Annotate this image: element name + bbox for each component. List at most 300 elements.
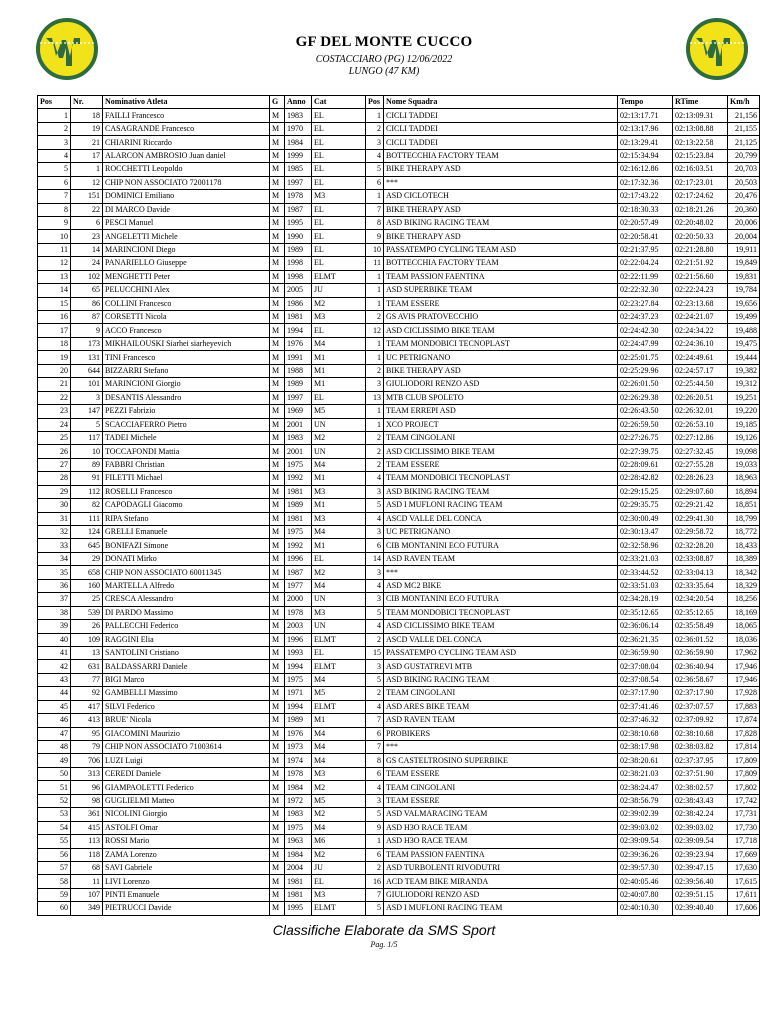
cell-time: 02:37:46.32	[618, 714, 673, 727]
cell-gender: M	[270, 445, 285, 458]
cell-time: 02:13:17.96	[618, 122, 673, 135]
table-row	[38, 499, 760, 512]
cell-rtime: 02:39:40.40	[673, 902, 728, 915]
cell-category-pos: 1	[366, 351, 384, 364]
cell-year: 1994	[285, 324, 312, 337]
cell-year: 2001	[285, 445, 312, 458]
cell-rtime: 02:27:12.86	[673, 431, 728, 444]
cell-time: 02:28:09.61	[618, 458, 673, 471]
cell-rtime: 02:13:09.31	[673, 109, 728, 122]
cell-athlete: DOMINICI Emiliano	[103, 190, 270, 203]
cell-gender: M	[270, 136, 285, 149]
col-header-category-pos: Pos	[366, 96, 384, 109]
cell-pos: 14	[38, 284, 71, 297]
cell-gender: M	[270, 257, 285, 270]
table-row	[38, 593, 760, 606]
cell-speed: 19,382	[728, 364, 760, 377]
cell-athlete: FILETTI Michael	[103, 472, 270, 485]
cell-category: M1	[312, 499, 366, 512]
table-row	[38, 835, 760, 848]
cell-athlete: CHIP NON ASSOCIATO 60011345	[103, 566, 270, 579]
cell-pos: 10	[38, 230, 71, 243]
cell-rtime: 02:21:56.60	[673, 270, 728, 283]
cell-pos: 26	[38, 445, 71, 458]
cell-athlete: PIETRUCCI Davide	[103, 902, 270, 915]
cell-team: ACD TEAM BIKE MIRANDA	[384, 875, 618, 888]
cell-rtime: 02:39:51.15	[673, 888, 728, 901]
cell-time: 02:39:09.54	[618, 835, 673, 848]
table-row	[38, 284, 760, 297]
cell-nr: 117	[71, 431, 103, 444]
cell-gender: M	[270, 391, 285, 404]
cell-rtime: 02:38:03.82	[673, 741, 728, 754]
cell-category-pos: 4	[366, 149, 384, 162]
cell-athlete: BIGI Marco	[103, 673, 270, 686]
cell-speed: 21,125	[728, 136, 760, 149]
cell-time: 02:39:03.02	[618, 821, 673, 834]
cell-category: M4	[312, 741, 366, 754]
table-row	[38, 620, 760, 633]
cell-team: ***	[384, 741, 618, 754]
cell-nr: 87	[71, 311, 103, 324]
cell-athlete: ZAMA Lorenzo	[103, 848, 270, 861]
table-row	[38, 741, 760, 754]
cell-time: 02:40:10.30	[618, 902, 673, 915]
cell-category-pos: 4	[366, 700, 384, 713]
cell-time: 02:17:32.36	[618, 176, 673, 189]
cell-category: M4	[312, 673, 366, 686]
cell-year: 1996	[285, 633, 312, 646]
cell-category-pos: 5	[366, 808, 384, 821]
cell-nr: 413	[71, 714, 103, 727]
cell-rtime: 02:26:53.10	[673, 418, 728, 431]
cell-nr: 124	[71, 526, 103, 539]
cell-time: 02:33:51.03	[618, 579, 673, 592]
cell-team: TEAM ESSERE	[384, 297, 618, 310]
cell-team: ASD VALMARACING TEAM	[384, 808, 618, 821]
table-row	[38, 136, 760, 149]
cell-category: M4	[312, 458, 366, 471]
cell-year: 1995	[285, 216, 312, 229]
cell-time: 02:38:10.68	[618, 727, 673, 740]
footer-credit: Classifiche Elaborate da SMS Sport	[272, 922, 496, 938]
cell-time: 02:38:56.79	[618, 794, 673, 807]
table-row	[38, 472, 760, 485]
cell-time: 02:29:35.75	[618, 499, 673, 512]
cell-nr: 11	[71, 875, 103, 888]
cell-time: 02:26:29.38	[618, 391, 673, 404]
table-row	[38, 767, 760, 780]
cell-team: ASD CICLISSIMO BIKE TEAM	[384, 445, 618, 458]
cell-gender: M	[270, 835, 285, 848]
cell-time: 02:28:42.82	[618, 472, 673, 485]
cell-rtime: 02:27:32.45	[673, 445, 728, 458]
cell-speed: 19,126	[728, 431, 760, 444]
cell-category: M4	[312, 337, 366, 350]
table-row	[38, 848, 760, 861]
cell-gender: M	[270, 888, 285, 901]
cell-pos: 48	[38, 741, 71, 754]
cell-category-pos: 2	[366, 445, 384, 458]
cell-year: 1988	[285, 364, 312, 377]
cell-speed: 20,703	[728, 163, 760, 176]
cell-nr: 101	[71, 378, 103, 391]
cell-athlete: ROSELLI Francesco	[103, 485, 270, 498]
cell-nr: 21	[71, 136, 103, 149]
cell-gender: M	[270, 754, 285, 767]
cell-speed: 18,389	[728, 552, 760, 565]
cell-nr: 417	[71, 700, 103, 713]
cell-nr: 349	[71, 902, 103, 915]
cell-year: 1981	[285, 512, 312, 525]
cell-rtime: 02:37:17.90	[673, 687, 728, 700]
cell-category-pos: 4	[366, 579, 384, 592]
cell-category-pos: 3	[366, 660, 384, 673]
cell-category: ELMT	[312, 700, 366, 713]
cell-speed: 21,156	[728, 109, 760, 122]
cell-speed: 19,849	[728, 257, 760, 270]
course-name: LUNGO (47 KM)	[348, 66, 420, 77]
cell-speed: 19,911	[728, 243, 760, 256]
cell-time: 02:35:12.65	[618, 606, 673, 619]
cell-speed: 20,006	[728, 216, 760, 229]
cell-category-pos: 6	[366, 767, 384, 780]
cell-team: ASD ARES BIKE TEAM	[384, 700, 618, 713]
cell-team: CICLI TADDEI	[384, 109, 618, 122]
cell-category-pos: 1	[366, 418, 384, 431]
cell-speed: 19,475	[728, 337, 760, 350]
cell-category-pos: 3	[366, 136, 384, 149]
cell-year: 1991	[285, 351, 312, 364]
cell-category-pos: 2	[366, 364, 384, 377]
cell-athlete: TOCCAFONDI Mattia	[103, 445, 270, 458]
table-row	[38, 391, 760, 404]
cell-time: 02:22:11.99	[618, 270, 673, 283]
cell-gender: M	[270, 620, 285, 633]
cell-pos: 47	[38, 727, 71, 740]
cell-gender: M	[270, 848, 285, 861]
cell-category-pos: 1	[366, 337, 384, 350]
cell-time: 02:29:15.25	[618, 485, 673, 498]
cell-year: 1984	[285, 848, 312, 861]
table-row	[38, 579, 760, 592]
cell-time: 02:36:21.35	[618, 633, 673, 646]
cell-category-pos: 2	[366, 122, 384, 135]
cell-rtime: 02:39:09.54	[673, 835, 728, 848]
cell-year: 1981	[285, 875, 312, 888]
cell-time: 02:26:01.50	[618, 378, 673, 391]
cell-speed: 20,503	[728, 176, 760, 189]
cell-year: 1998	[285, 257, 312, 270]
cell-category: M2	[312, 808, 366, 821]
cell-year: 1972	[285, 794, 312, 807]
cell-speed: 18,342	[728, 566, 760, 579]
cell-speed: 17,718	[728, 835, 760, 848]
table-row	[38, 808, 760, 821]
table-row	[38, 445, 760, 458]
cell-gender: M	[270, 337, 285, 350]
cell-nr: 111	[71, 512, 103, 525]
cell-year: 1973	[285, 741, 312, 754]
table-row	[38, 727, 760, 740]
cell-year: 1978	[285, 606, 312, 619]
cell-pos: 46	[38, 714, 71, 727]
table-row	[38, 257, 760, 270]
cell-nr: 9	[71, 324, 103, 337]
cell-team: TEAM MONDOBICI TECNOPLAST	[384, 472, 618, 485]
cell-category: EL	[312, 109, 366, 122]
cell-athlete: MENGHETTI Peter	[103, 270, 270, 283]
cell-speed: 17,802	[728, 781, 760, 794]
cell-nr: 82	[71, 499, 103, 512]
cell-category-pos: 7	[366, 741, 384, 754]
cell-pos: 23	[38, 405, 71, 418]
cell-year: 1975	[285, 458, 312, 471]
cell-athlete: LIVI Lorenzo	[103, 875, 270, 888]
cell-athlete: GUGLIELMI Matteo	[103, 794, 270, 807]
cell-time: 02:27:26.75	[618, 431, 673, 444]
table-row	[38, 714, 760, 727]
cell-team: ***	[384, 566, 618, 579]
cell-pos: 2	[38, 122, 71, 135]
cell-pos: 3	[38, 136, 71, 149]
cell-rtime: 02:26:20.51	[673, 391, 728, 404]
cell-year: 2001	[285, 418, 312, 431]
cell-gender: M	[270, 875, 285, 888]
cell-category: M3	[312, 606, 366, 619]
cell-category-pos: 4	[366, 512, 384, 525]
table-row	[38, 203, 760, 216]
cell-category: M3	[312, 311, 366, 324]
cell-athlete: DESANTIS Alessandro	[103, 391, 270, 404]
cell-nr: 645	[71, 539, 103, 552]
cell-team: ASD I MUFLONI RACING TEAM	[384, 499, 618, 512]
cell-team: CICLI TADDEI	[384, 136, 618, 149]
cell-speed: 20,004	[728, 230, 760, 243]
cell-nr: 65	[71, 284, 103, 297]
cell-pos: 19	[38, 351, 71, 364]
cell-gender: M	[270, 203, 285, 216]
cell-gender: M	[270, 243, 285, 256]
cell-nr: 415	[71, 821, 103, 834]
cell-rtime: 02:33:08.87	[673, 552, 728, 565]
cell-nr: 96	[71, 781, 103, 794]
cell-rtime: 02:38:42.24	[673, 808, 728, 821]
cell-category-pos: 1	[366, 835, 384, 848]
cell-gender: M	[270, 606, 285, 619]
cell-pos: 17	[38, 324, 71, 337]
cell-gender: M	[270, 700, 285, 713]
cell-category-pos: 10	[366, 243, 384, 256]
cell-pos: 34	[38, 552, 71, 565]
page-number: Pag. 1/5	[370, 940, 398, 949]
cell-rtime: 02:32:28.20	[673, 539, 728, 552]
cell-nr: 109	[71, 633, 103, 646]
cell-time: 02:40:07.80	[618, 888, 673, 901]
cell-gender: M	[270, 539, 285, 552]
cell-athlete: CORSETTI Nicola	[103, 311, 270, 324]
cell-category: EL	[312, 646, 366, 659]
cell-pos: 50	[38, 767, 71, 780]
cell-pos: 16	[38, 311, 71, 324]
col-header-gender: G	[270, 96, 285, 109]
cell-pos: 18	[38, 337, 71, 350]
cell-speed: 17,814	[728, 741, 760, 754]
table-row	[38, 526, 760, 539]
cell-athlete: RIPA Stefano	[103, 512, 270, 525]
table-row	[38, 270, 760, 283]
cell-nr: 112	[71, 485, 103, 498]
cell-team: GIULIODORI RENZO ASD	[384, 378, 618, 391]
cell-category-pos: 4	[366, 472, 384, 485]
cell-rtime: 02:24:57.17	[673, 364, 728, 377]
cell-pos: 49	[38, 754, 71, 767]
cell-nr: 706	[71, 754, 103, 767]
cell-year: 1978	[285, 767, 312, 780]
cell-nr: 151	[71, 190, 103, 203]
cell-nr: 26	[71, 620, 103, 633]
cell-gender: M	[270, 109, 285, 122]
cell-nr: 17	[71, 149, 103, 162]
cell-gender: M	[270, 458, 285, 471]
cell-nr: 147	[71, 405, 103, 418]
cell-category-pos: 15	[366, 646, 384, 659]
cell-category-pos: 5	[366, 499, 384, 512]
cell-category: ELMT	[312, 902, 366, 915]
cell-rtime: 02:35:12.65	[673, 606, 728, 619]
cell-rtime: 02:13:22.58	[673, 136, 728, 149]
cell-year: 1989	[285, 499, 312, 512]
cell-rtime: 02:27:55.28	[673, 458, 728, 471]
cell-time: 02:15:34.94	[618, 149, 673, 162]
cell-year: 1995	[285, 902, 312, 915]
cell-rtime: 02:29:07.60	[673, 485, 728, 498]
cell-rtime: 02:38:02.57	[673, 781, 728, 794]
cell-rtime: 02:24:21.07	[673, 311, 728, 324]
cell-speed: 17,874	[728, 714, 760, 727]
cell-rtime: 02:24:36.10	[673, 337, 728, 350]
cell-category-pos: 3	[366, 526, 384, 539]
cell-nr: 131	[71, 351, 103, 364]
cell-athlete: CRESCA Alessandro	[103, 593, 270, 606]
cell-speed: 17,946	[728, 660, 760, 673]
cell-speed: 21,155	[728, 122, 760, 135]
cell-nr: 18	[71, 109, 103, 122]
cell-rtime: 02:37:37.95	[673, 754, 728, 767]
cell-year: 1970	[285, 122, 312, 135]
cell-speed: 19,033	[728, 458, 760, 471]
cell-athlete: RAGGINI Elia	[103, 633, 270, 646]
cell-category-pos: 5	[366, 606, 384, 619]
table-row	[38, 109, 760, 122]
cell-gender: M	[270, 216, 285, 229]
cell-athlete: PESCI Manuel	[103, 216, 270, 229]
cell-speed: 17,962	[728, 646, 760, 659]
cell-rtime: 02:39:23.94	[673, 848, 728, 861]
cell-category: M2	[312, 781, 366, 794]
table-row	[38, 781, 760, 794]
cell-speed: 19,784	[728, 284, 760, 297]
cell-pos: 42	[38, 660, 71, 673]
table-row	[38, 324, 760, 337]
cell-athlete: GAMBELLI Massimo	[103, 687, 270, 700]
cell-rtime: 02:34:20.54	[673, 593, 728, 606]
cell-pos: 25	[38, 431, 71, 444]
cell-athlete: SAVI Gabriele	[103, 861, 270, 874]
cell-speed: 17,946	[728, 673, 760, 686]
cell-gender: M	[270, 418, 285, 431]
cell-time: 02:39:36.26	[618, 848, 673, 861]
cell-team: ASD H3O RACE TEAM	[384, 821, 618, 834]
cell-athlete: NICOLINI Giorgio	[103, 808, 270, 821]
cell-team: PASSATEMPO CYCLING TEAM ASD	[384, 243, 618, 256]
cell-gender: M	[270, 378, 285, 391]
table-header-row	[38, 96, 760, 109]
cell-year: 1971	[285, 687, 312, 700]
cell-team: ASD GUSTATREVI MTB	[384, 660, 618, 673]
cell-time: 02:24:42.30	[618, 324, 673, 337]
cell-year: 2003	[285, 620, 312, 633]
table-row	[38, 176, 760, 189]
cell-category: M3	[312, 767, 366, 780]
cell-gender: M	[270, 526, 285, 539]
cell-time: 02:24:37.23	[618, 311, 673, 324]
cell-nr: 361	[71, 808, 103, 821]
cell-category-pos: 5	[366, 163, 384, 176]
cell-speed: 18,329	[728, 579, 760, 592]
cell-time: 02:33:44.52	[618, 566, 673, 579]
cell-rtime: 02:39:47.15	[673, 861, 728, 874]
cell-rtime: 02:15:23.84	[673, 149, 728, 162]
cell-team: ASD RAVEN TEAM	[384, 714, 618, 727]
cell-rtime: 02:29:21.42	[673, 499, 728, 512]
table-row	[38, 875, 760, 888]
cell-rtime: 02:33:35.64	[673, 579, 728, 592]
col-header-pos: Pos	[38, 96, 71, 109]
cell-category-pos: 7	[366, 888, 384, 901]
table-row	[38, 633, 760, 646]
cell-year: 1969	[285, 405, 312, 418]
cell-gender: M	[270, 673, 285, 686]
cell-time: 02:26:59.50	[618, 418, 673, 431]
cell-athlete: PEZZI Fabrizio	[103, 405, 270, 418]
cell-nr: 6	[71, 216, 103, 229]
cell-time: 02:26:43.50	[618, 405, 673, 418]
cell-pos: 45	[38, 700, 71, 713]
table-row	[38, 163, 760, 176]
cell-nr: 5	[71, 418, 103, 431]
cell-category: UN	[312, 620, 366, 633]
cell-category: M1	[312, 539, 366, 552]
cell-gender: M	[270, 552, 285, 565]
cell-pos: 29	[38, 485, 71, 498]
table-row	[38, 230, 760, 243]
cell-time: 02:38:21.03	[618, 767, 673, 780]
cell-speed: 18,169	[728, 606, 760, 619]
cell-team: BIKE THERAPY ASD	[384, 364, 618, 377]
cell-speed: 17,742	[728, 794, 760, 807]
cell-year: 1997	[285, 176, 312, 189]
table-row	[38, 821, 760, 834]
cell-time: 02:36:06.14	[618, 620, 673, 633]
cell-gender: M	[270, 861, 285, 874]
document-header	[0, 34, 768, 77]
cell-category: EL	[312, 552, 366, 565]
cell-athlete: CHIARINI Riccardo	[103, 136, 270, 149]
cell-nr: 89	[71, 458, 103, 471]
cell-year: 1975	[285, 673, 312, 686]
cell-pos: 24	[38, 418, 71, 431]
